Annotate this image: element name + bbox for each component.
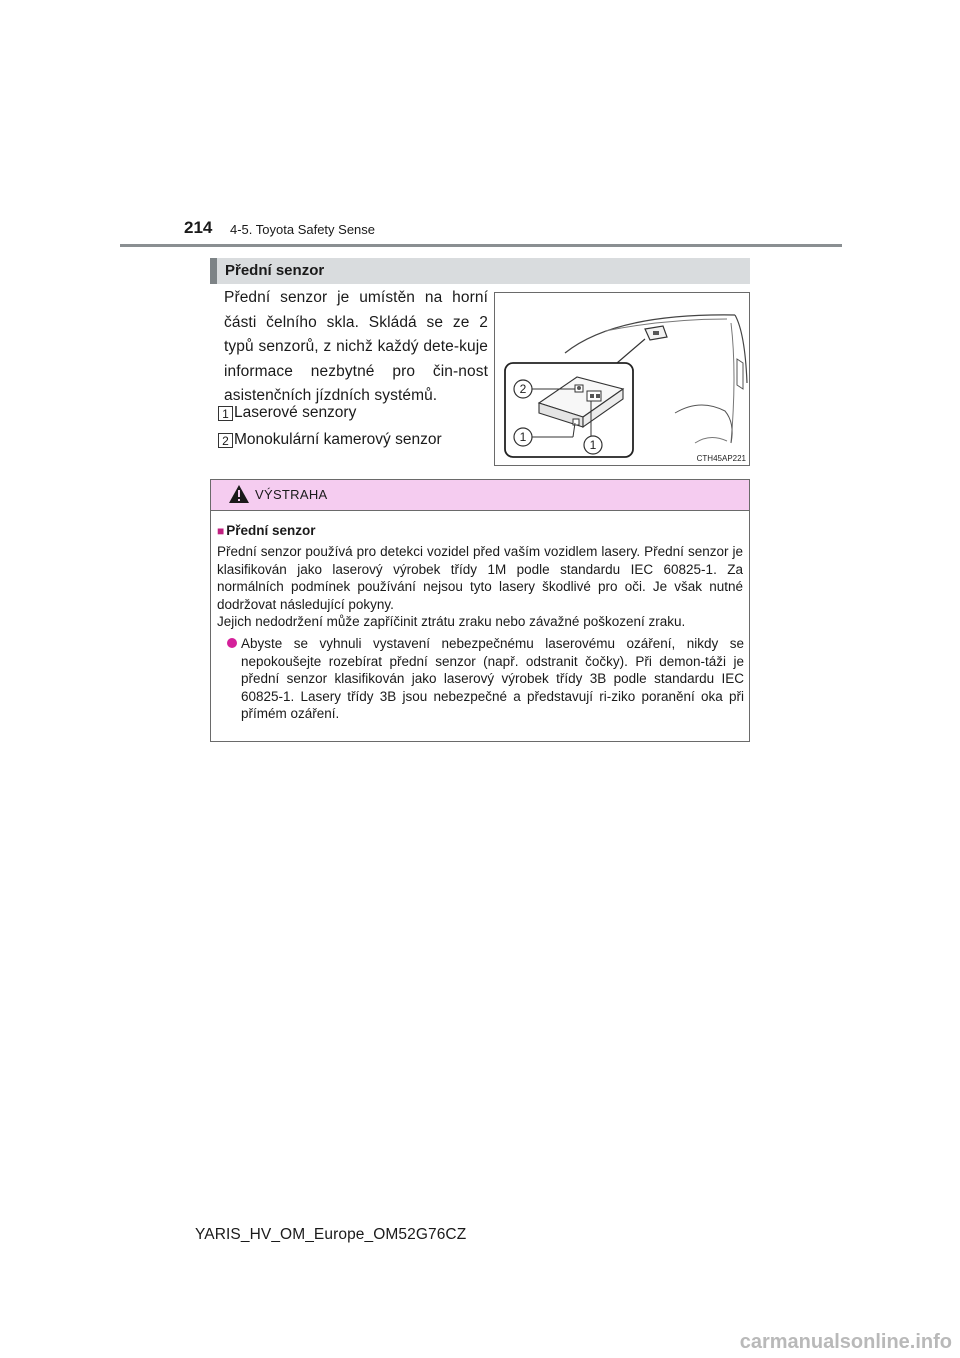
windshield-sensor-drawing bbox=[495, 293, 751, 467]
legend-item-1 bbox=[218, 404, 356, 422]
watermark: carmanualsonline.info bbox=[739, 1331, 952, 1353]
warning-title bbox=[217, 523, 316, 538]
section-title: 4-5. Toyota Safety Sense bbox=[230, 222, 376, 237]
bullet-dot-icon bbox=[227, 638, 237, 648]
warning-triangle-icon bbox=[228, 484, 250, 509]
square-bullet-icon: ■ bbox=[217, 524, 225, 538]
warning-bullet bbox=[227, 635, 744, 723]
warning-bullet-text: Abyste se vyhnuli vystavení nebezpečnému laserovému ozáření, nikdy se nepokoušejte rozebírat přední senzor (např. odstranit čočky). Při demon-táži je přední senzor klasifikován jako laserový výrobek třídy 3B podle standardu IEC 60825-1. Lasery třídy 3B jsou nebezpečné a představují ri-ziko poranění oka při přímém ozáření. bbox=[241, 636, 744, 721]
callout-number: 2 bbox=[519, 382, 527, 396]
warning-paragraph bbox=[217, 543, 743, 631]
intro-text: Přední senzor je umístěn na horní části čelního skla. Skládá se ze 2 typů senzorů, z nichž každý dete-kuje informace nezbytné pro čin-nost asistenčních jízdních systémů. bbox=[224, 289, 488, 404]
callout-number: 1 bbox=[589, 438, 597, 452]
legend-label: Laserové senzory bbox=[234, 404, 357, 421]
warning-label: VÝSTRAHA bbox=[255, 487, 328, 502]
figure-code: CTH45AP221 bbox=[696, 454, 746, 463]
callout-number: 1 bbox=[519, 430, 527, 444]
subsection-title: Přední senzor bbox=[225, 262, 325, 279]
legend-item-2 bbox=[218, 431, 442, 449]
warning-header bbox=[211, 480, 749, 511]
footer-doc-id: YARIS_HV_OM_Europe_OM52G76CZ bbox=[195, 1226, 467, 1243]
legend-label: Monokulární kamerový senzor bbox=[234, 431, 442, 448]
front-sensor-illustration bbox=[494, 292, 750, 466]
warning-paragraph-1: Přední senzor používá pro detekci vozidel před vaším vozidlem lasery. Přední senzor je klasifikován jako laserový výrobek třídy 1M podle standardu IEC 60825-1. Za normálních podmínek používání nejsou tyto lasery škodlivé pro oči. Je však nutné dodržovat následující pokyny. bbox=[217, 544, 743, 612]
warning-paragraph-2: Jejich nedodržení může zapříčinit ztrátu zraku nebo závažné poškození zraku. bbox=[217, 614, 686, 629]
warning-title-text: Přední senzor bbox=[226, 523, 316, 538]
warning-box bbox=[210, 479, 750, 742]
page-number: 214 bbox=[184, 218, 213, 237]
legend-number: 2 bbox=[218, 433, 233, 448]
legend-number: 1 bbox=[218, 406, 233, 421]
header-rule bbox=[120, 244, 842, 247]
subsection-bar bbox=[210, 258, 750, 284]
